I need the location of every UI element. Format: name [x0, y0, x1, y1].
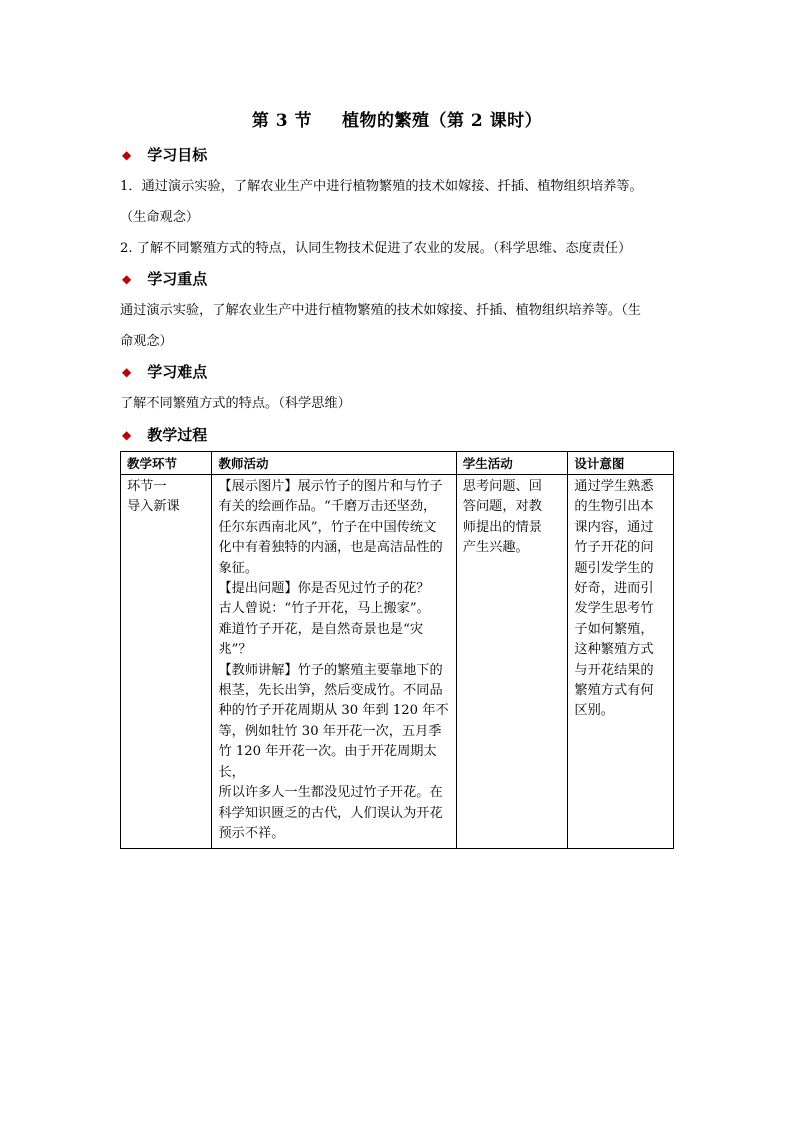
key-points-line-2: 命观念） [120, 334, 173, 349]
objectives-text [120, 171, 680, 264]
stage-cell: 环节一 导入新课 [121, 475, 212, 849]
objective-2: 2. 了解不同繁殖方式的特点，认同生物技术促进了农业的发展。（科学思维、态度责任） [120, 241, 632, 256]
key-points-text [120, 295, 680, 357]
diamond-bullet-icon: ◆ [122, 272, 132, 286]
section-name: 植物的繁殖（第 2 课时） [342, 111, 543, 131]
objective-1-line-2: （生命观念） [120, 210, 200, 225]
page-title [0, 106, 794, 131]
column-header-student: 学生活动 [456, 452, 568, 475]
student-activity-cell: 思考问题、回 答问题，对教 师提出的情景 产生兴趣。 [456, 475, 568, 849]
key-points-line-1: 通过演示实验，了解农业生产中进行植物繁殖的技术如嫁接、扦插、植物组织培养等。（生 [120, 303, 641, 318]
process-heading: ◆ 教学过程 [122, 426, 208, 444]
section-number: 第 3 节 [251, 111, 312, 131]
table-row [121, 475, 674, 849]
diamond-bullet-icon: ◆ [122, 365, 132, 379]
table-header-row [121, 452, 674, 475]
objectives-heading: ◆ 学习目标 [122, 146, 208, 164]
column-header-intent: 设计意图 [568, 452, 674, 475]
teaching-process-table [120, 451, 674, 849]
column-header-teacher: 教师活动 [212, 452, 456, 475]
objective-1-line-1: 1．通过演示实验，了解农业生产中进行植物繁殖的技术如嫁接、扦插、植物组织培养等。 [120, 179, 643, 194]
column-header-stage: 教学环节 [121, 452, 212, 475]
diamond-bullet-icon: ◆ [122, 428, 132, 442]
design-intent-cell: 通过学生熟悉 的生物引出本 课内容，通过 竹子开花的问 题引发学生的 好奇，进而引 发学生思考竹 子如何繁殖， 这种繁殖方式 与开花结果的 繁殖方式有何 区别。 [568, 475, 674, 849]
key-points-heading: ◆ 学习重点 [122, 270, 208, 288]
difficulties-text: 了解不同繁殖方式的特点。（科学思维） [120, 396, 351, 411]
difficulties-heading: ◆ 学习难点 [122, 363, 208, 381]
diamond-bullet-icon: ◆ [122, 148, 132, 162]
teacher-activity-cell: 【展示图片】展示竹子的图片和与竹子 有关的绘画作品。“千磨万击还坚劲， 任尔东西南北风”，竹子在中国传统文 化中有着独特的内涵，也是高洁品性的 象征。 【提出问题】你是否见过竹子的花？ 古人曾说：“竹子开花，马上搬家”。 难道竹子开花，是自然奇景也是“灾 兆”？ 【教师讲解】竹子的繁殖主要靠地下的 根茎，先长出笋，然后变成竹。不同品 种的竹子开花周期从 30 年到 120 年不 等，例如牡竹 30 年开花一次，五月季 竹 120 年开花一次。由于开花周期太长， 所以许多人一生都没见过竹子开花。在 科学知识匮乏的古代，人们误认为开花 预示不祥。 [212, 475, 456, 849]
